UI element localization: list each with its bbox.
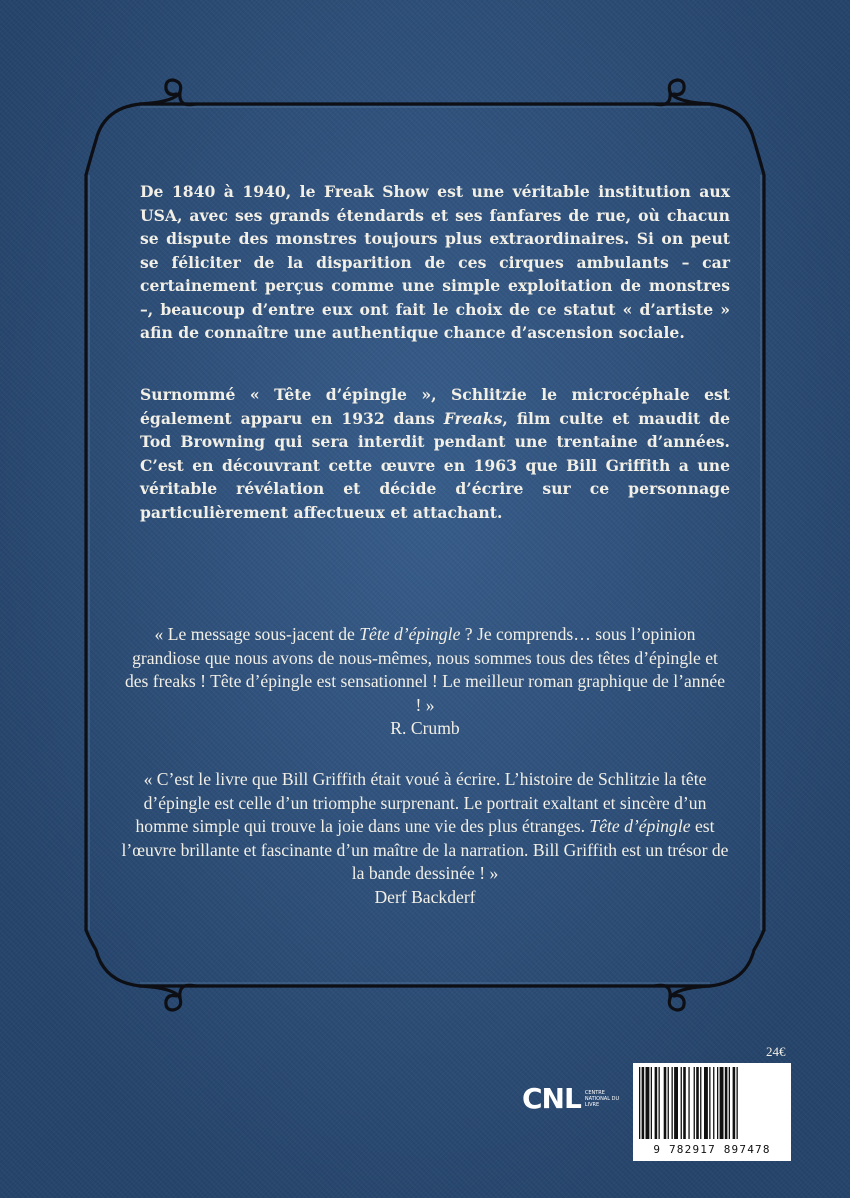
barcode-bar (664, 1067, 667, 1139)
barcode-bar (694, 1067, 695, 1139)
barcode-bar (646, 1067, 650, 1139)
barcode-bar (651, 1067, 652, 1139)
barcode-bar (655, 1067, 658, 1139)
barcode-bar (729, 1067, 730, 1139)
barcode-bar (668, 1067, 669, 1139)
quote2-part1: « C’est le livre que Bill Griffith était voué à écrire. L’histoire de Schlitzie la tête d’épingle est celle d’un triomphe surprenant. Le portrait exaltant et sincère d’un homme simple qui trouve la joie dans une vie des plus étranges. (135, 769, 707, 837)
price-label: 24€ (766, 1044, 786, 1059)
barcode-bar (681, 1067, 682, 1139)
quote2-part2: est l’œuvre brillante et fascinante d’un maître de la narration. Bill Griffith est un trésor de la bande dessinée ! » (121, 816, 729, 884)
quote1-part2: ? Je comprends… sous l’opinion grandiose que nous avons de nous-mêmes, nous sommes tous des têtes d’épingle et des freaks ! Tête d’épingle est sensationnel ! Le meilleur roman graphique de l’année ! » (124, 624, 726, 715)
quote2-author: Derf Backderf (374, 886, 476, 907)
quote-crumb (120, 623, 730, 741)
barcode-bar (659, 1067, 660, 1139)
paragraph-freak-show: De 1840 à 1940, le Freak Show est une véritable institution aux USA, avec ses grands étendards et ses fanfares de rue, où chacun se dispute des monstres toujours plus extraordinaires. Si on peut se féliciter de la disparition de ces cirques ambulants – car certainement perçus comme une simple exploitation de monstres –, beaucoup d’entre eux ont fait le choix de ce statut « d’artiste » afin de connaître une authentique chance d’ascension sociale. (140, 182, 730, 342)
barcode-bar (737, 1067, 738, 1139)
quote2-title: Tête d’épingle (589, 816, 691, 837)
barcode-bar (709, 1067, 710, 1139)
synopsis-text-block (140, 383, 730, 524)
barcode-bar (683, 1067, 686, 1139)
barcode-bar (717, 1067, 718, 1139)
paragraph2-part2: , film culte et maudit de Tod Browning qui sera interdit pendant une trentaine d’années. C’est en découvrant cette œuvre en 1963 que Bill Griffith a une véritable révélation et décide d’écrire sur ce personnage particulièrement affectueux et attachant. (140, 408, 730, 522)
paragraph-schlitzie (140, 383, 730, 524)
film-title: Freaks (443, 408, 503, 428)
quote-backderf (120, 768, 730, 910)
barcode-bar (688, 1067, 689, 1139)
paragraph2-part1: Surnommé « Tête d’épingle », Schlitzie le microcéphale est également apparu en 1932 dans (140, 385, 730, 428)
quote1-author: R. Crumb (390, 718, 460, 739)
barcode-bar (713, 1067, 714, 1139)
barcode (633, 1063, 791, 1161)
cnl-logo (522, 1082, 627, 1115)
barcode-bar (696, 1067, 699, 1139)
barcode-bar (704, 1067, 708, 1139)
quote1-part1: « Le message sous-jacent de (154, 624, 360, 644)
barcode-digits: 9 782917 897478 (653, 1143, 771, 1156)
barcode-bar (700, 1067, 701, 1139)
barcode-bar (725, 1067, 728, 1139)
barcode-bar (672, 1067, 673, 1139)
quote1-title: Tête d’épingle (359, 624, 461, 644)
cnl-mark: CNL (522, 1082, 581, 1115)
barcode-bar (639, 1067, 640, 1139)
barcode-bar (733, 1067, 736, 1139)
barcode-bar (720, 1067, 724, 1139)
barcode-bar (642, 1067, 645, 1139)
cnl-text: CENTRE NATIONAL DU LIVRE (584, 1089, 620, 1108)
barcode-bar (674, 1067, 678, 1139)
intro-text-block (140, 180, 730, 345)
barcode-bars (637, 1067, 787, 1141)
